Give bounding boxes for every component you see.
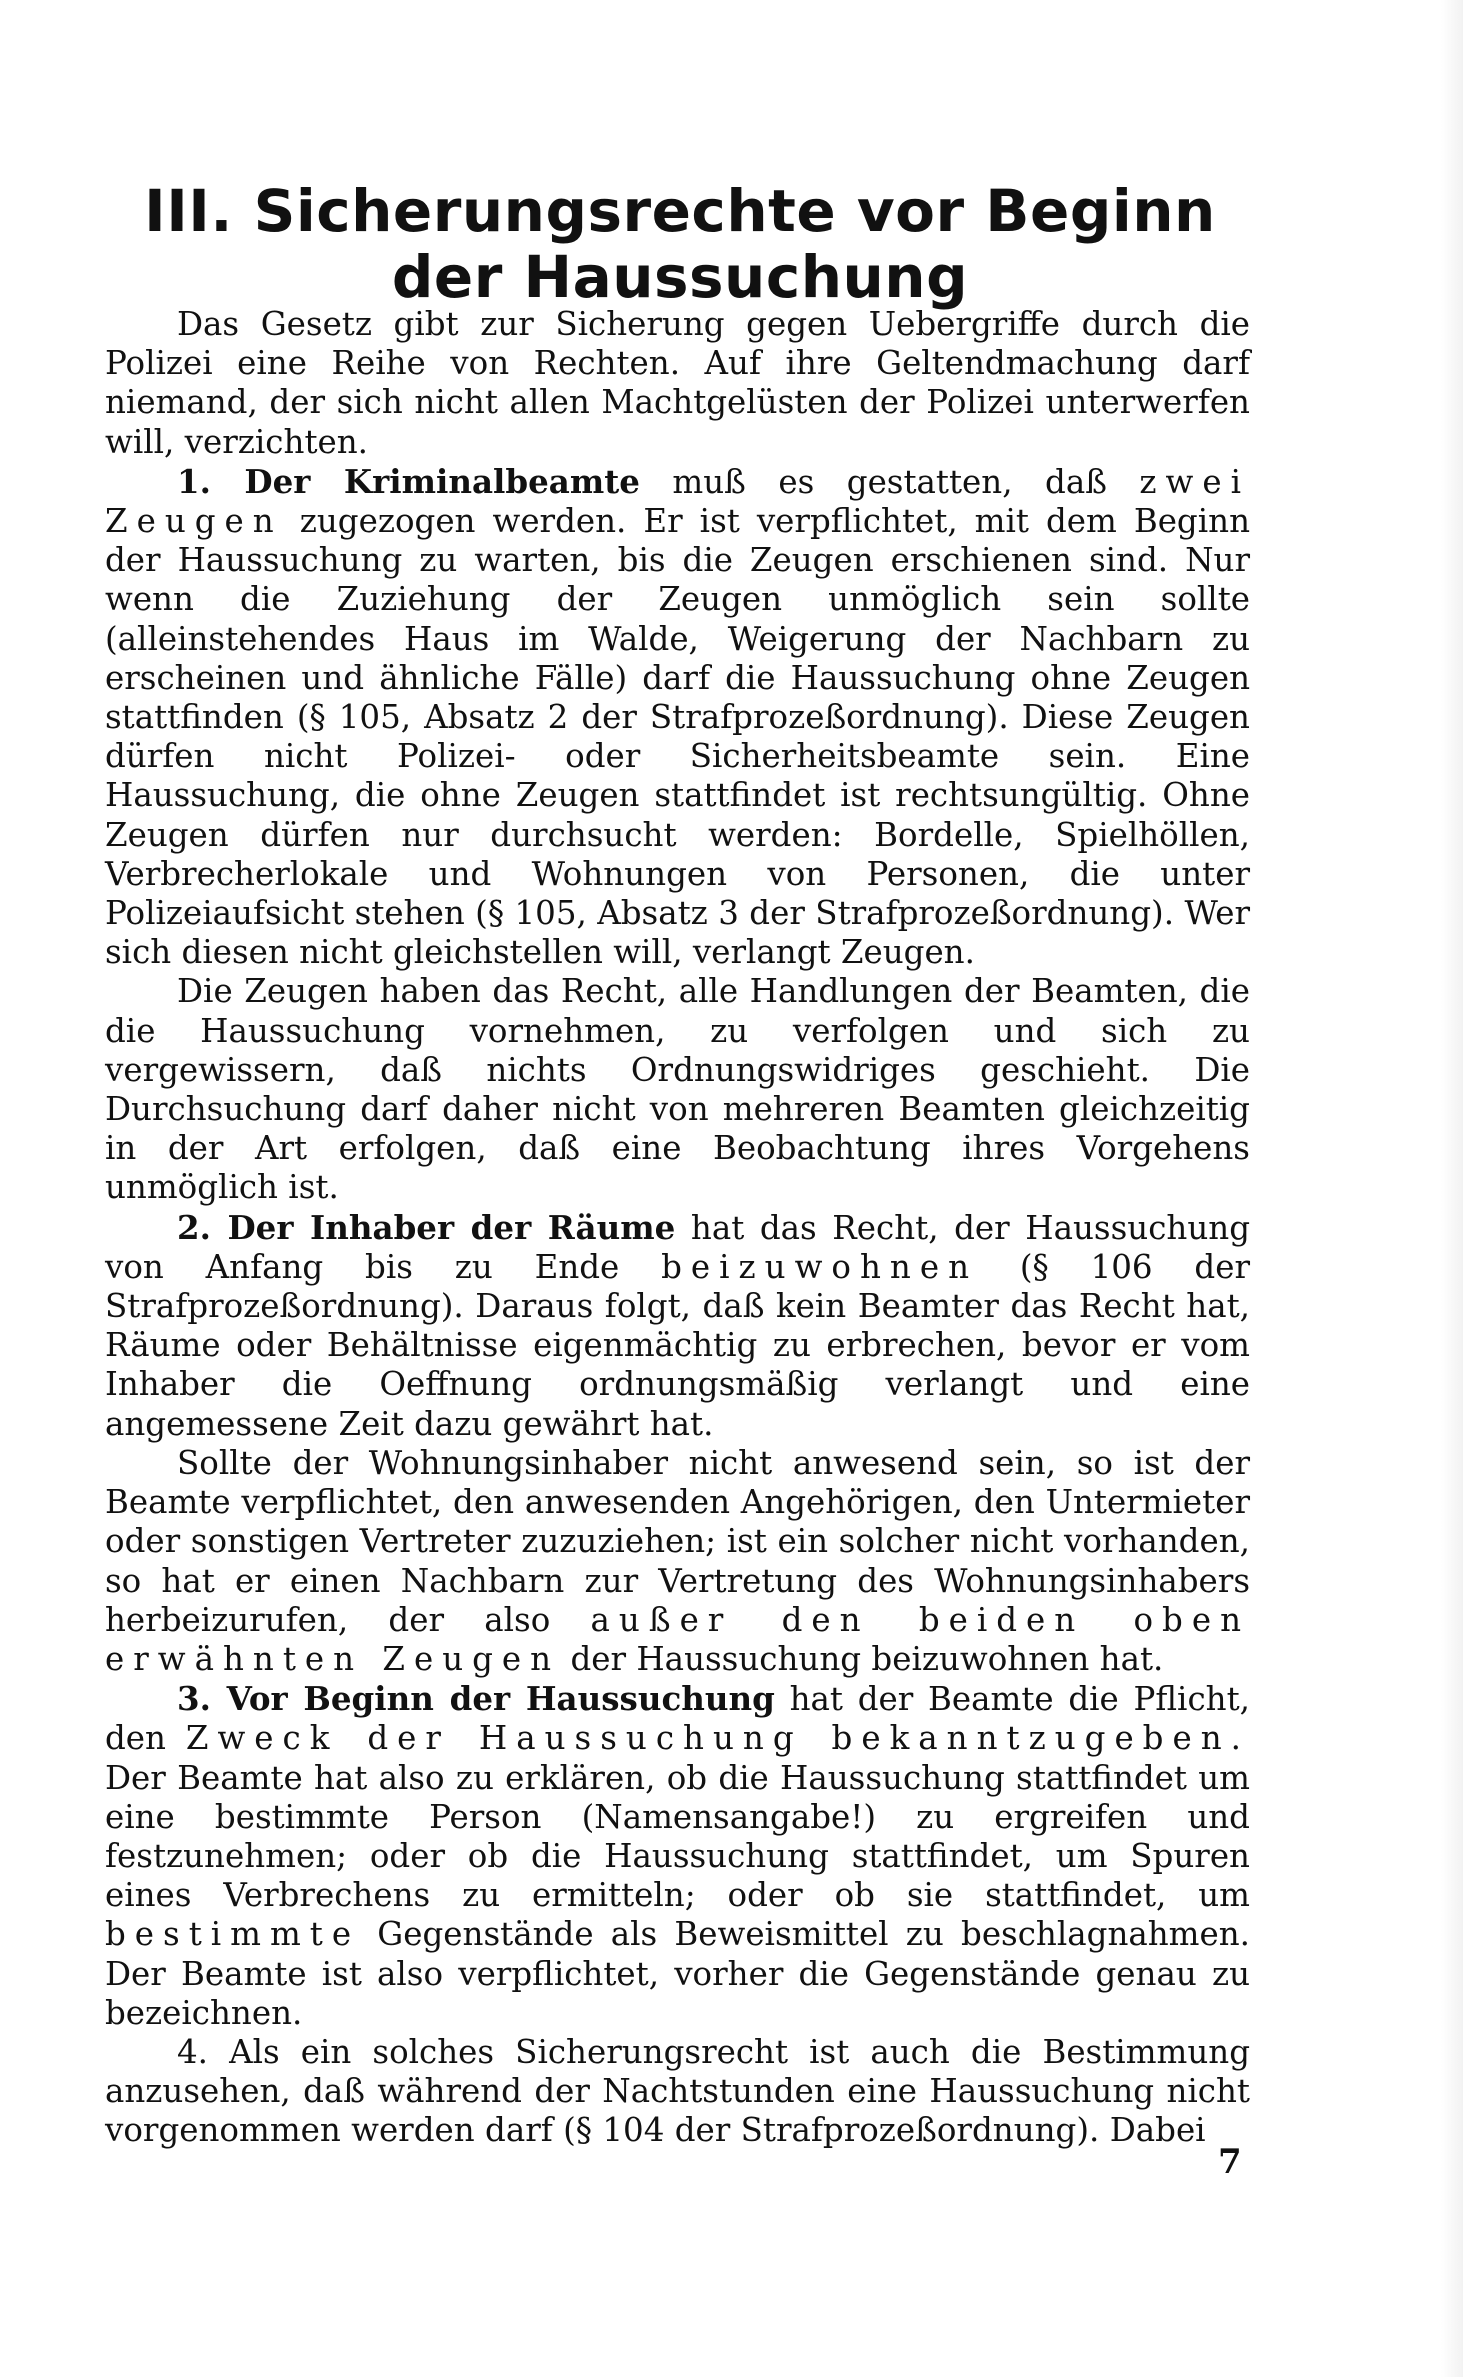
- scan-edge: [1441, 0, 1463, 2377]
- paragraph-purpose: [105, 1679, 1250, 2033]
- paragraph-intro: Das Gesetz gibt zur Sicherung gegen Uebergriffe durch die Polizei eine Reihe von Rechten. Auf ihre Geltendmachung darf niemand, der sich nicht allen Machtgelüsten der Polizei unterwerfen will, verzichten.: [105, 305, 1250, 461]
- page-number: 7: [1218, 2142, 1242, 2182]
- paragraph-witnesses: [105, 462, 1250, 973]
- paragraph-purpose-lead: 3. Vor Beginn der Haussuchung: [177, 1679, 775, 1719]
- paragraph-purpose-emphasis-1: Zweck der Haussuchung bekanntzugeben.: [185, 1719, 1250, 1758]
- paragraph-owner-text-a: hat das Recht, der Haussuchung von Anfang bis zu Ende: [105, 1208, 1251, 1286]
- paragraph-purpose-text-c: Gegenstände als Beweismittel zu beschlagnahmen. Der Beamte ist also verpflichtet, vorher die Gegenstände genau zu bezeichnen.: [105, 1915, 1250, 2032]
- paragraph-owner: [105, 1208, 1250, 1444]
- paragraph-witness-rights: Die Zeugen haben das Recht, alle Handlungen der Beamten, die die Haussuchung vornehmen, zu verfolgen und sich zu vergewissern, daß nichts Ordnungswidriges geschieht. Die Durchsuchung darf daher nicht von mehreren Beamten gleichzeitig in der Art erfolgen, daß eine Beobachtung ihres Vorgehens unmöglich ist.: [105, 972, 1250, 1207]
- paragraph-purpose-text-a: hat der Beamte die Pflicht, den: [105, 1680, 1250, 1758]
- chapter-title-line-1: III. Sicherungsrechte vor Beginn: [144, 177, 1216, 245]
- body-text: [105, 305, 1250, 2151]
- paragraph-witnesses-emphasis: zwei Zeugen: [105, 462, 1250, 541]
- chapter-title-line-2: der Haussuchung: [391, 243, 969, 311]
- paragraph-absent-owner-text-a: Sollte der Wohnungsinhaber nicht anwesend sein, so ist der Beamte verpflichtet, den anwesenden Angehörigen, den Untermieter oder sonstigen Vertreter zuzuziehen; ist ein solcher nicht vorhanden, so hat er einen Nachbarn zur Vertretung des Wohnungsinhabers herbeizurufen, der also: [105, 1443, 1250, 1639]
- paragraph-owner-lead: 2. Der Inhaber der Räume: [177, 1207, 676, 1247]
- paragraph-purpose-emphasis-2: bestimmte: [105, 1915, 361, 1954]
- paragraph-witnesses-text-b: zugezogen werden. Er ist verpflichtet, mit dem Beginn der Haussuchung zu warten, bis die Zeugen erschienen sind. Nur wenn die Zuziehung der Zeugen unmöglich sein sollte (alleinstehendes Haus im Walde, Weigerung der Nachbarn zu erscheinen und ähnliche Fälle) darf die Haussuchung ohne Zeugen stattfinden (§ 105, Absatz 2 der Strafprozeßordnung). Diese Zeugen dürfen nicht Polizei- oder Sicherheitsbeamte sein. Eine Haussuchung, die ohne Zeugen stattfindet ist rechtsungültig. Ohne Zeugen dürfen nur durchsucht werden: Bordelle, Spielhöllen, Verbrecherlokale und Wohnungen von Personen, die unter Polizeiaufsicht stehen (§ 105, Absatz 3 der Strafprozeßordnung). Wer sich diesen nicht gleichstellen will, verlangt Zeugen.: [105, 502, 1250, 972]
- paragraph-absent-owner: [105, 1444, 1250, 1679]
- paragraph-witnesses-text-a: muß es gestatten, daß: [639, 462, 1140, 501]
- paragraph-absent-owner-emphasis: außer den beiden oben erwähnten Zeugen: [105, 1600, 1251, 1678]
- chapter-title: [100, 178, 1260, 310]
- paragraph-purpose-text-b: Der Beamte hat also zu erklären, ob die Haussuchung stattfindet um eine bestimmte Person (Namensangabe!) zu ergreifen und festzunehmen; oder ob die Haussuchung stattfindet, um Spuren eines Verbrechens zu ermitteln; oder ob sie stattfindet, um: [105, 1758, 1250, 1915]
- paragraph-owner-emphasis: beizuwohnen: [661, 1247, 979, 1286]
- paragraph-owner-text-b: (§ 106 der Strafprozeßordnung). Daraus folgt, daß kein Beamter das Recht hat, Räume oder Behältnisse eigenmächtig zu erbrechen, bevor er vom Inhaber die Oeffnung ordnungsmäßig verlangt und eine angemessene Zeit dazu gewährt hat.: [105, 1247, 1250, 1443]
- paragraph-night: 4. Als ein solches Sicherungsrecht ist auch die Bestimmung anzusehen, daß während der Nachtstunden eine Haussuchung nicht vorgenommen werden darf (§ 104 der Strafprozeßordnung). Dabei: [105, 2032, 1250, 2150]
- paragraph-witnesses-lead: 1. Der Kriminalbeamte: [177, 461, 640, 501]
- paragraph-absent-owner-text-b: der Haussuchung beizuwohnen hat.: [560, 1639, 1164, 1678]
